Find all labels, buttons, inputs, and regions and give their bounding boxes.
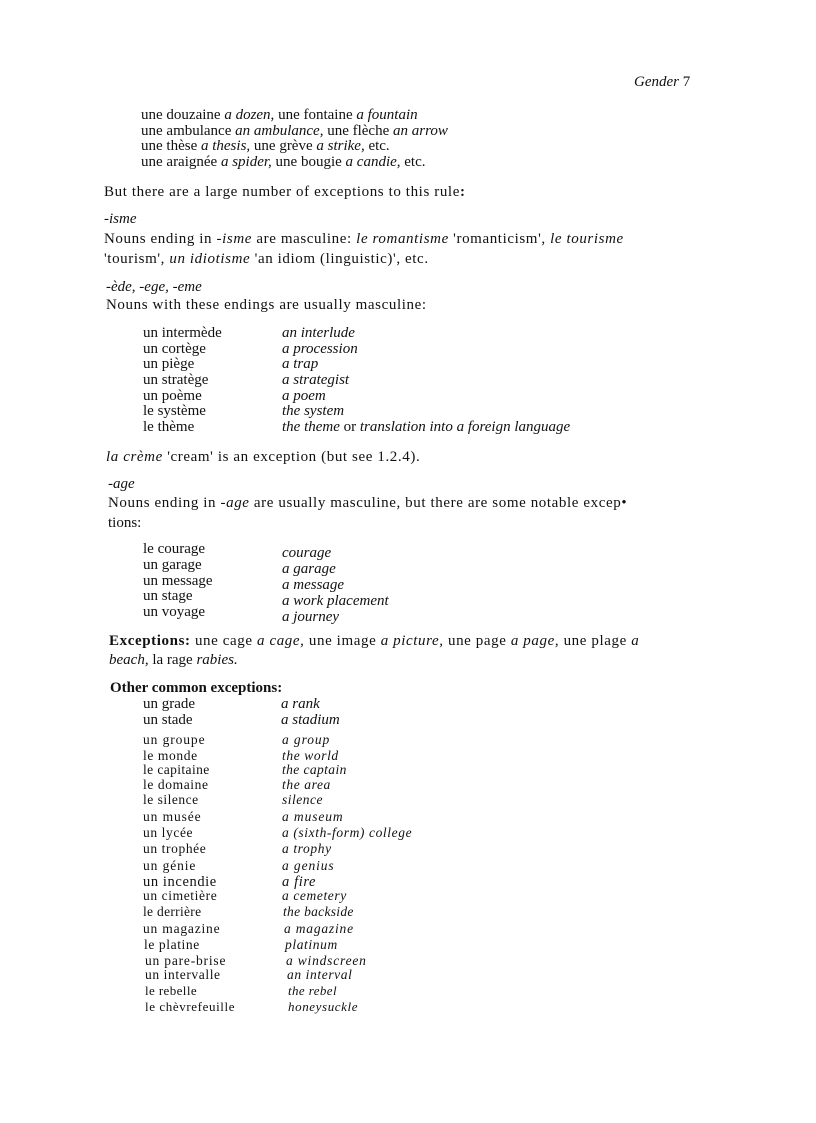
- french-term: un lycée: [143, 825, 194, 840]
- english-translation: a trophy: [282, 841, 332, 856]
- exceptions-line-2: [109, 652, 238, 669]
- text-run: a fountain: [356, 107, 418, 123]
- text-run: une douzaine: [141, 107, 225, 123]
- text-run: -isme: [216, 231, 253, 247]
- english-translation: a windscreen: [286, 953, 367, 968]
- isme-heading: -isme: [104, 211, 137, 227]
- text-run: a strike,: [316, 138, 365, 154]
- french-term: un intervalle: [145, 967, 221, 982]
- english-translation: a fire: [282, 874, 317, 890]
- english-translation: a rank: [281, 696, 320, 712]
- text-run: une flèche: [323, 123, 393, 139]
- text-run: Nouns ending in: [104, 231, 217, 247]
- french-term: le monde: [143, 748, 198, 763]
- ede-intro: Nouns with these endings are usually masculine:: [106, 297, 427, 313]
- english-translation: platinum: [285, 937, 338, 952]
- ede-en-2: translation into a foreign language: [359, 419, 571, 435]
- text-run: une fontaine: [274, 107, 357, 123]
- english-translation: a procession: [282, 341, 358, 357]
- age-line-1: [108, 495, 627, 512]
- english-translation: an interlude: [282, 325, 355, 341]
- french-term: le capitaine: [143, 762, 210, 777]
- text-run: But there are a large number of exceptions to this rule: [104, 184, 460, 200]
- french-term: un incendie: [143, 874, 217, 890]
- french-term: un stratège: [143, 372, 209, 388]
- creme-note: [106, 449, 420, 466]
- text-run: a candie,: [345, 154, 401, 170]
- text-run: un idiotisme: [169, 251, 251, 267]
- text-run: une cage: [190, 633, 257, 649]
- text-run: 'cream' is an exception (but see 1.2.4).: [162, 449, 421, 465]
- english-translation: a stadium: [281, 712, 340, 728]
- english-translation: courage: [282, 545, 332, 561]
- french-term: le silence: [143, 792, 199, 807]
- text-run: 'romanticism',: [448, 231, 551, 247]
- english-translation: a message: [282, 577, 345, 593]
- exceptions-line-1: [109, 633, 639, 650]
- other-common-heading: Other common exceptions:: [110, 680, 283, 696]
- french-term: un garage: [143, 557, 202, 573]
- isme-line-2: [104, 251, 429, 268]
- text-run: une ambulance: [141, 123, 236, 139]
- text-run: -age: [220, 495, 250, 511]
- english-translation: a (sixth-form) college: [282, 825, 413, 840]
- english-translation: a genius: [282, 858, 335, 873]
- text-run: une plage: [559, 633, 632, 649]
- french-term: le rebelle: [145, 983, 197, 998]
- english-translation: the backside: [283, 904, 354, 919]
- french-term: un message: [143, 573, 213, 589]
- english-translation: the captain: [282, 762, 347, 777]
- ede-en-1: the theme: [282, 419, 340, 435]
- text-run: 'an idiom (linguistic)', etc.: [250, 251, 429, 267]
- text-run: are usually masculine, but there are some notable excep•: [249, 495, 628, 511]
- text-run: le romantisme: [356, 231, 449, 247]
- example-line: [141, 107, 418, 124]
- french-term: le platine: [144, 937, 200, 952]
- french-term: le domaine: [143, 777, 209, 792]
- text-run: le tourisme: [550, 231, 624, 247]
- text-run: Exceptions:: [109, 633, 191, 649]
- english-translation: a journey: [282, 609, 340, 625]
- ede-en: [282, 419, 570, 436]
- english-translation: the rebel: [288, 983, 337, 998]
- english-translation: a magazine: [284, 921, 354, 936]
- french-term: un poème: [143, 388, 202, 404]
- text-run: etc.: [364, 138, 390, 154]
- french-term: un groupe: [143, 732, 206, 747]
- text-run: a spider,: [220, 154, 272, 170]
- text-run: une bougie: [271, 154, 346, 170]
- text-run: an arrow: [393, 123, 448, 139]
- text-run: a: [631, 633, 640, 649]
- text-run: beach,: [109, 652, 149, 668]
- text-run: a page,: [510, 633, 560, 649]
- french-term: un trophée: [143, 841, 207, 856]
- french-term: le chèvrefeuille: [145, 999, 236, 1014]
- text-run: etc.: [400, 154, 426, 170]
- text-run: a thesis,: [200, 138, 251, 154]
- french-term: un stade: [143, 712, 193, 728]
- french-term: le derrière: [143, 904, 202, 919]
- english-translation: silence: [282, 792, 323, 807]
- example-line: [141, 138, 390, 155]
- ede-heading: -ède, -ege, -eme: [106, 279, 202, 295]
- french-term: un musée: [143, 809, 202, 824]
- english-translation: a trap: [282, 356, 319, 372]
- ede-fr: le thème: [143, 419, 195, 435]
- example-line: [141, 154, 426, 171]
- text-run: la rage: [148, 652, 197, 668]
- text-run: une image: [304, 633, 381, 649]
- text-run: une page: [443, 633, 511, 649]
- text-run: une grève: [250, 138, 317, 154]
- text-run: are masculine:: [252, 231, 357, 247]
- exceptions-intro: [104, 184, 466, 201]
- age-heading: -age: [108, 476, 135, 492]
- text-run: a picture,: [380, 633, 444, 649]
- french-term: un piège: [143, 356, 195, 372]
- english-translation: the area: [282, 777, 331, 792]
- text-run: 'tourism',: [104, 251, 170, 267]
- page-number: 7: [682, 74, 691, 90]
- french-term: un cimetière: [143, 888, 218, 903]
- text-run: a dozen,: [224, 107, 275, 123]
- text-run: une thèse: [141, 138, 201, 154]
- english-translation: a garage: [282, 561, 336, 577]
- english-translation: a cemetery: [282, 888, 347, 903]
- french-term: un pare-brise: [145, 953, 227, 968]
- english-translation: a work placement: [282, 593, 389, 609]
- french-term: le courage: [143, 541, 206, 557]
- text-run: rabies.: [196, 652, 238, 668]
- french-term: un magazine: [143, 921, 221, 936]
- english-translation: an interval: [287, 967, 353, 982]
- french-term: le système: [143, 403, 206, 419]
- english-translation: a poem: [282, 388, 326, 404]
- section-title: Gender: [634, 74, 679, 90]
- english-translation: a strategist: [282, 372, 350, 388]
- age-line-2: tions:: [108, 515, 142, 531]
- text-run: an ambulance,: [235, 123, 324, 139]
- running-header: [634, 74, 690, 91]
- text-run: :: [459, 184, 466, 200]
- text-run: Nouns ending in: [108, 495, 221, 511]
- english-translation: the world: [282, 748, 339, 763]
- french-term: un intermède: [143, 325, 222, 341]
- french-term: un stage: [143, 588, 193, 604]
- english-translation: a group: [282, 732, 331, 747]
- isme-line-1: [104, 231, 624, 248]
- english-translation: honeysuckle: [288, 999, 359, 1014]
- french-term: un voyage: [143, 604, 206, 620]
- french-term: un cortège: [143, 341, 206, 357]
- text-run: a cage,: [257, 633, 305, 649]
- text-run: la crème: [106, 449, 163, 465]
- english-translation: the system: [282, 403, 345, 419]
- text-run: une araignée: [141, 154, 221, 170]
- french-term: un grade: [143, 696, 196, 712]
- english-translation: a museum: [282, 809, 344, 824]
- french-term: un génie: [143, 858, 197, 873]
- ede-or: or: [339, 419, 360, 435]
